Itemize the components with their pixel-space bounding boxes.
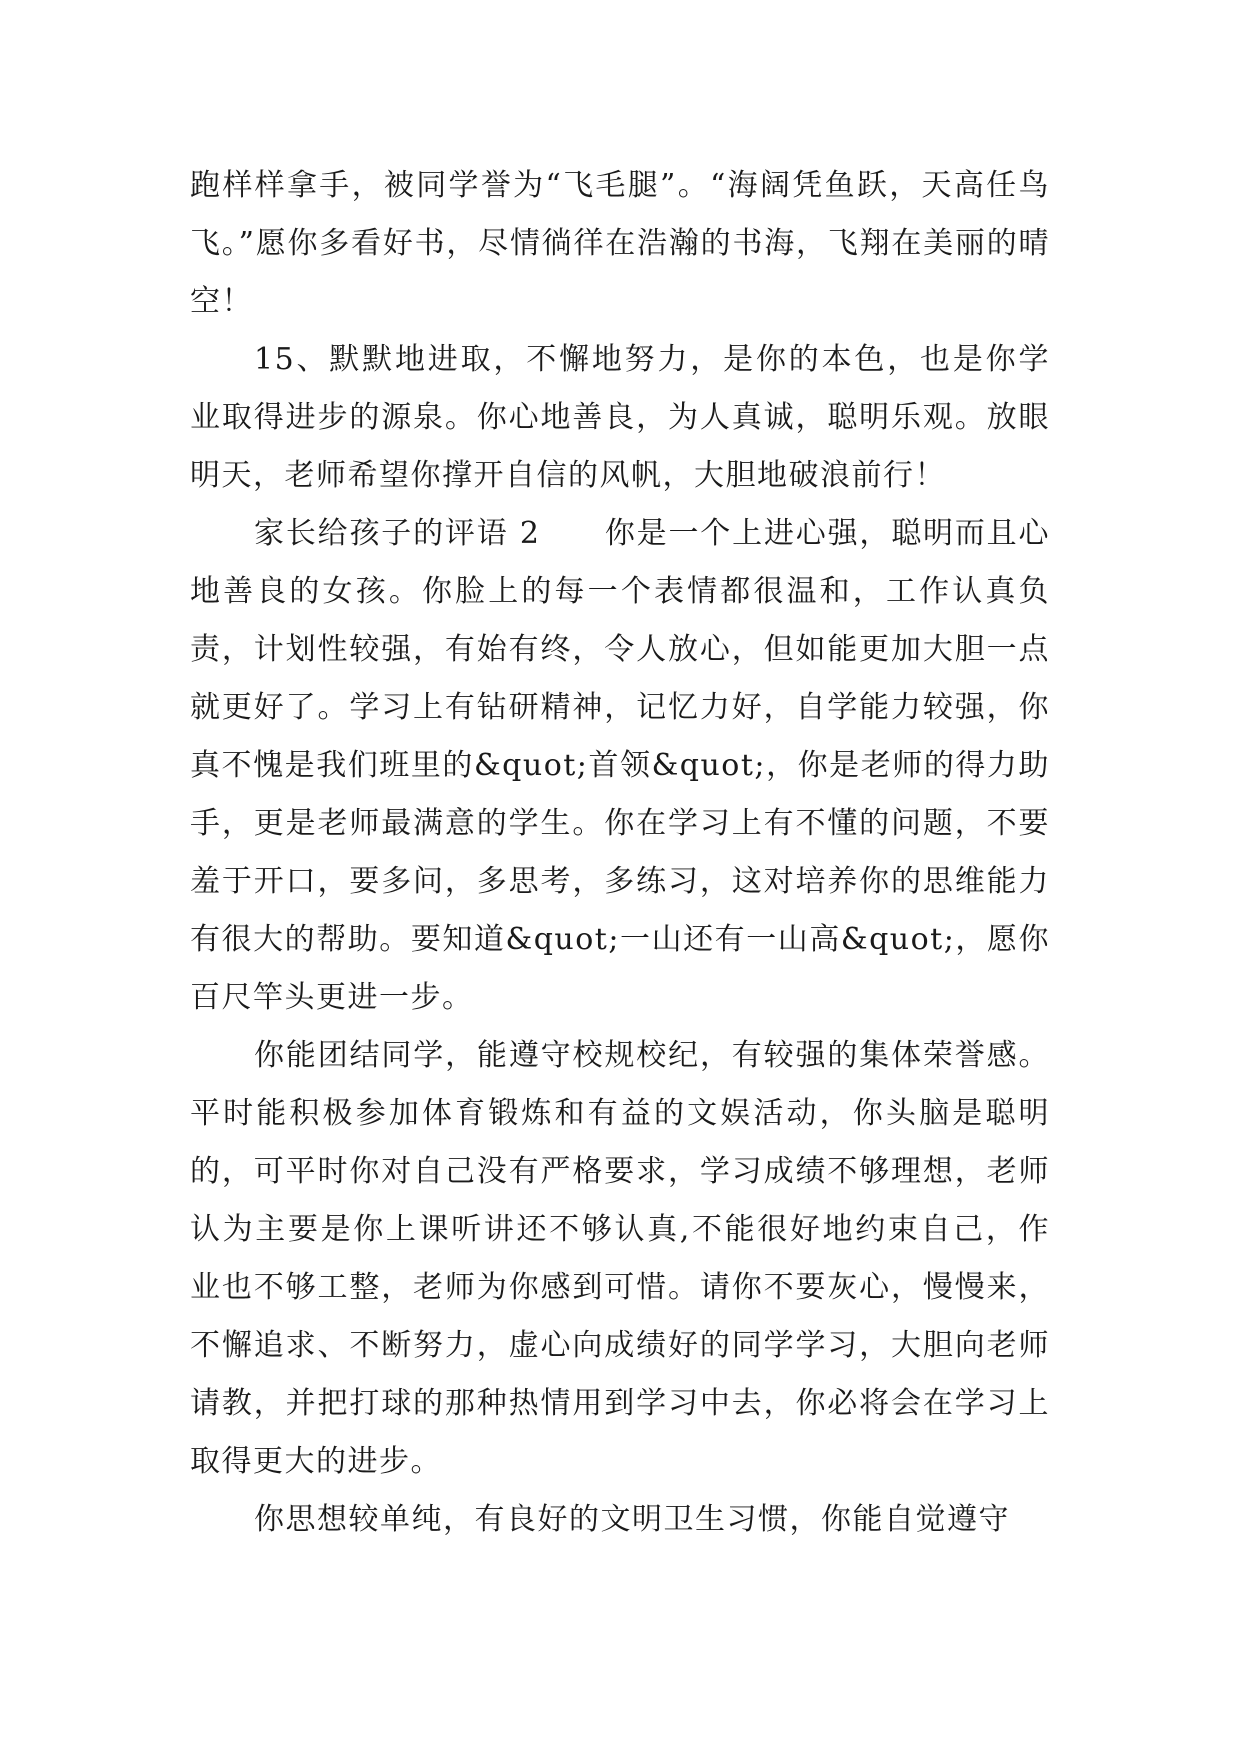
paragraph-4: [190, 1027, 1050, 1491]
section-heading: 家长给孩子的评语 2: [254, 516, 541, 551]
paragraph-3: [190, 505, 1050, 1027]
paragraph-2: [190, 331, 1050, 505]
document-body: [190, 157, 1050, 1549]
paragraph-text: 你思想较单纯，有良好的文明卫生习惯，你能自觉遵守: [254, 1502, 1010, 1537]
paragraph-text: 你是一个上进心强，聪明而且心地善良的女孩。你脸上的每一个表情都很温和，工作认真负责，计划性较强，有始有终，令人放心，但如能更加大胆一点就更好了。学习上有钻研精神，记忆力好，自学能力较强，你真不愧是我们班里的&quot;首领&quot;，你是老师的得力助手，更是老师最满意的学生。你在学习上有不懂的问题，不要羞于开口，要多问，多思考，多练习，这对培养你的思维能力有很大的帮助。要知道&quot;一山还有一山高&quot;，愿你百尺竿头更进一步。: [190, 516, 1051, 1015]
paragraph-5: [190, 1491, 1050, 1549]
paragraph-text: 跑样样拿手，被同学誉为“飞毛腿”。“海阔凭鱼跃，天高任鸟飞。”愿你多看好书，尽情徜徉在浩瀚的书海，飞翔在美丽的晴空！: [190, 168, 1050, 319]
paragraph-text: 你能团结同学，能遵守校规校纪，有较强的集体荣誉感。平时能积极参加体育锻炼和有益的文娱活动，你头脑是聪明的，可平时你对自己没有严格要求，学习成绩不够理想，老师认为主要是你上课听讲还不够认真,不能很好地约束自己，作业也不够工整，老师为你感到可惜。请你不要灰心，慢慢来，不懈追求、不断努力，虚心向成绩好的同学学习，大胆向老师请教，并把打球的那种热情用到学习中去，你必将会在学习上取得更大的进步。: [190, 1038, 1050, 1479]
paragraph-text: 15、默默地进取，不懈地努力，是你的本色，也是你学业取得进步的源泉。你心地善良，为人真诚，聪明乐观。放眼明天，老师希望你撑开自信的风帆，大胆地破浪前行！: [190, 342, 1050, 493]
paragraph-1: [190, 157, 1050, 331]
